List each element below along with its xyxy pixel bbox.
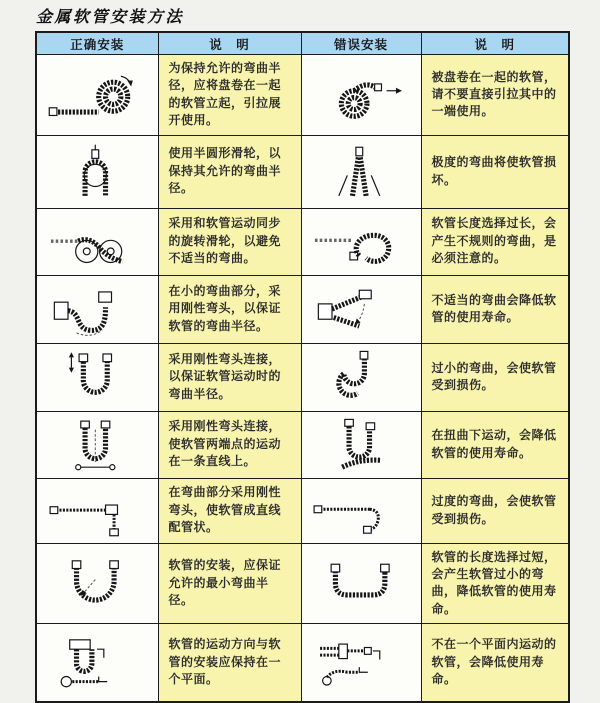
correct-description-cell: 在小的弯曲部分，采用刚性弯头，以保证软管的弯曲半径。 bbox=[158, 275, 301, 343]
table-row bbox=[36, 55, 569, 136]
table-row bbox=[36, 478, 569, 543]
wrong-description-cell: 软管的长度选择过短，会产生软管过小的弯曲，降低软管的使用寿命。 bbox=[421, 543, 569, 624]
correct-illustration-cell bbox=[36, 135, 158, 208]
hose-u-ends-on-straight-line-icon bbox=[42, 416, 152, 474]
hose-twisted-motion-icon bbox=[306, 416, 416, 474]
correct-illustration-cell bbox=[36, 478, 158, 543]
wrong-description-cell: 软管长度选择过长，会产生不规则的弯曲，是必须注意的。 bbox=[421, 208, 569, 275]
wrong-illustration-cell bbox=[301, 411, 421, 478]
table-row bbox=[36, 411, 569, 478]
table-row bbox=[36, 543, 569, 624]
wrong-illustration-cell bbox=[301, 275, 421, 343]
table-row bbox=[36, 624, 569, 702]
correct-description-cell: 软管的运动方向与软管的安装应保持在一个平面。 bbox=[158, 624, 301, 702]
correct-description-cell: 采用刚性弯头连接，以保证软管运动时的弯曲半径。 bbox=[158, 343, 301, 411]
correct-illustration-cell bbox=[36, 624, 158, 702]
hose-minimum-bend-radius-u-icon bbox=[42, 554, 152, 612]
header-wrong-description: 说 明 bbox=[421, 32, 569, 55]
correct-illustration-cell bbox=[36, 55, 158, 136]
hose-synchronized-rotating-pulleys-icon bbox=[42, 213, 152, 271]
hose-too-long-irregular-loop-icon bbox=[306, 213, 416, 271]
hose-coil-upright-unrolled-icon bbox=[42, 66, 152, 124]
hose-coil-pulled-from-end-icon bbox=[306, 66, 416, 124]
hose-motion-in-one-plane-icon bbox=[42, 633, 152, 691]
hose-too-short-flat-u-icon bbox=[306, 554, 416, 612]
correct-illustration-cell bbox=[36, 343, 158, 411]
header-correct-description: 说 明 bbox=[158, 32, 301, 55]
correct-description-cell: 采用和软管运动同步的旋转滑轮，以避免不适当的弯曲。 bbox=[158, 208, 301, 275]
hose-over-semicircular-pulley-icon bbox=[42, 143, 152, 201]
header-row bbox=[36, 32, 569, 55]
hose-rigid-elbow-connection-u-icon bbox=[42, 348, 152, 406]
wrong-illustration-cell bbox=[301, 543, 421, 624]
wrong-description-cell: 不在一个平面内运动的软管，会降低使用寿命。 bbox=[421, 624, 569, 702]
wrong-description-cell: 过小的弯曲，会使软管受到损伤。 bbox=[421, 343, 569, 411]
wrong-description-cell: 在扭曲下运动，会降低软管的使用寿命。 bbox=[421, 411, 569, 478]
wrong-illustration-cell bbox=[301, 624, 421, 702]
correct-illustration-cell bbox=[36, 208, 158, 275]
wrong-illustration-cell bbox=[301, 478, 421, 543]
wrong-description-cell: 不适当的弯曲会降低软管的使用寿命。 bbox=[421, 275, 569, 343]
page-title: 金属软管安装方法 bbox=[36, 9, 185, 26]
header-wrong-install: 错误安装 bbox=[301, 32, 421, 55]
correct-description-cell: 采用刚性弯头连接，使软管两端点的运动在一条直线上。 bbox=[158, 411, 301, 478]
wrong-description-cell: 被盘卷在一起的软管，请不要直接引拉其中的一端使用。 bbox=[421, 55, 569, 136]
correct-illustration-cell bbox=[36, 543, 158, 624]
hose-improper-bend-icon bbox=[306, 280, 416, 338]
correct-illustration-cell bbox=[36, 411, 158, 478]
correct-description-cell: 使用半圆形滑轮，以保持其允许的弯曲半径。 bbox=[158, 135, 301, 208]
hose-motion-out-of-plane-icon bbox=[306, 633, 416, 691]
table-row bbox=[36, 208, 569, 275]
wrong-illustration-cell bbox=[301, 343, 421, 411]
table-row bbox=[36, 135, 569, 208]
wrong-illustration-cell bbox=[301, 55, 421, 136]
correct-description-cell: 为保持允许的弯曲半径，应将盘卷在一起的软管立起，引拉展开使用。 bbox=[158, 55, 301, 136]
hose-excessive-bend-at-elbow-icon bbox=[306, 482, 416, 540]
correct-description-cell: 软管的安装，应保证允许的最小弯曲半径。 bbox=[158, 543, 301, 624]
hose-extreme-bend-icon bbox=[306, 143, 416, 201]
wrong-description-cell: 极度的弯曲将使软管损坏。 bbox=[421, 135, 569, 208]
hose-rigid-elbow-at-small-bend-icon bbox=[42, 280, 152, 338]
installation-methods-table bbox=[35, 31, 570, 703]
table-row bbox=[36, 343, 569, 411]
header-correct-install: 正确安装 bbox=[36, 32, 158, 55]
wrong-description-cell: 过度的弯曲，会使软管受到损伤。 bbox=[421, 478, 569, 543]
hose-bend-too-small-icon bbox=[306, 348, 416, 406]
table-row bbox=[36, 275, 569, 343]
wrong-illustration-cell bbox=[301, 135, 421, 208]
wrong-illustration-cell bbox=[301, 208, 421, 275]
hose-straight-piping-with-rigid-elbow-icon bbox=[42, 482, 152, 540]
correct-illustration-cell bbox=[36, 275, 158, 343]
correct-description-cell: 在弯曲部分采用刚性弯头，使软管成直线配管状。 bbox=[158, 478, 301, 543]
